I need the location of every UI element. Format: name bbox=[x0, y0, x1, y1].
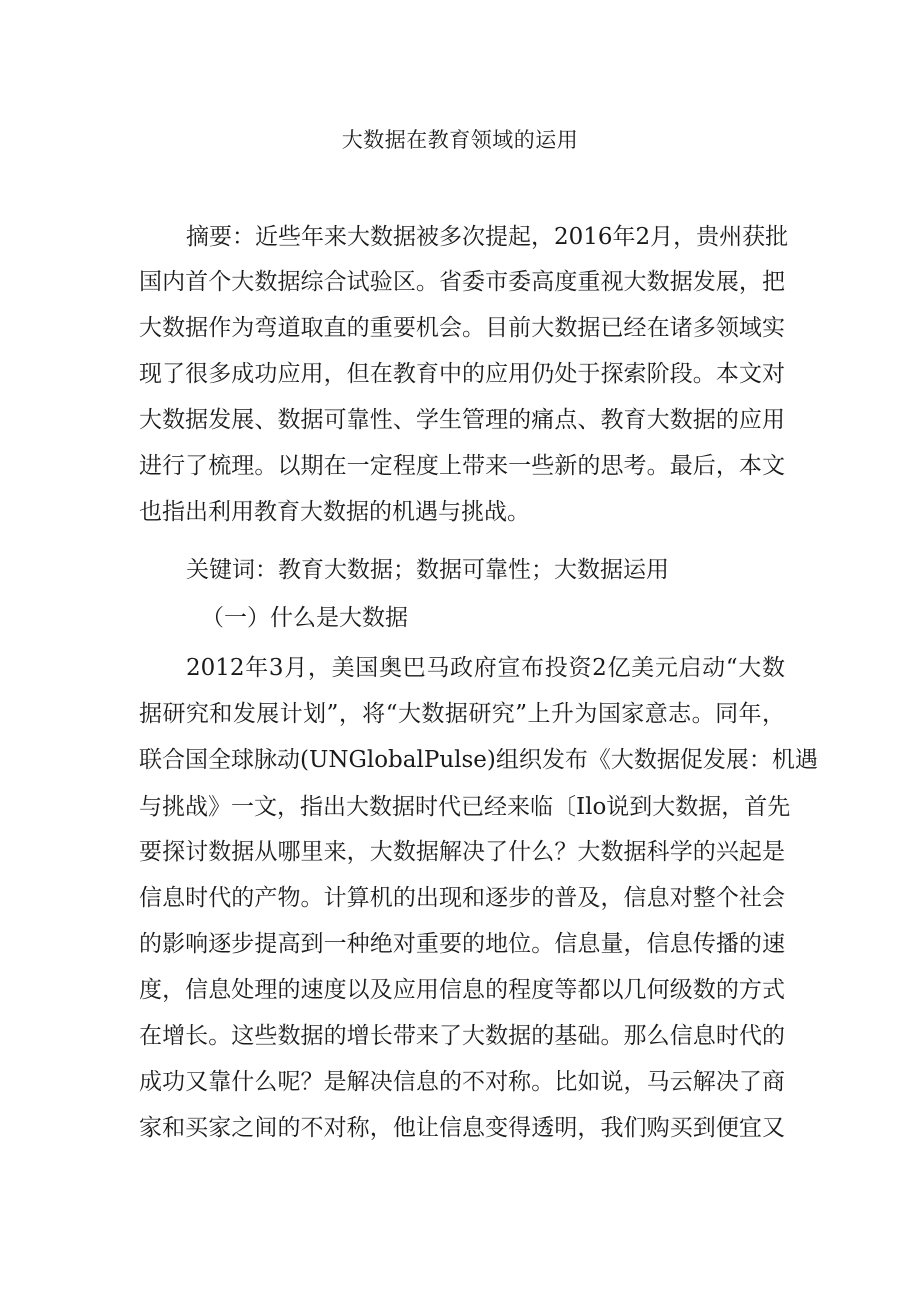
abstract-line: 摘要：近些年来大数据被多次提起，2016年2月，贵州获批 bbox=[186, 224, 789, 250]
abstract-line: 国内首个大数据综合试验区。省委市委高度重视大数据发展，把 bbox=[139, 269, 785, 295]
body-line: 信息时代的产物。计算机的出现和逐步的普及，信息对整个社会 bbox=[139, 885, 785, 911]
keywords-line: 关键词：教育大数据；数据可靠性；大数据运用 bbox=[186, 557, 669, 583]
body-line: 要探讨数据从哪里来，大数据解决了什么？大数据科学的兴起是 bbox=[139, 839, 785, 865]
body-line: 2012年3月，美国奥巴马政府宣布投资2亿美元启动“大数 bbox=[186, 655, 785, 681]
abstract-line: 进行了梳理。以期在一定程度上带来一些新的思考。最后，本文 bbox=[139, 453, 785, 479]
body-line: 在增长。这些数据的增长带来了大数据的基础。那么信息时代的 bbox=[139, 1023, 785, 1049]
body-line: 家和买家之间的不对称，他让信息变得透明，我们购买到便宜又 bbox=[139, 1115, 785, 1141]
body-line: 与挑战》一文，指出大数据时代已经来临〔Ilo说到大数据，首先 bbox=[139, 794, 791, 820]
document-title: 大数据在教育领域的运用 bbox=[341, 128, 579, 152]
body-line: 据研究和发展计划”，将“大数据研究”上升为国家意志。同年， bbox=[139, 701, 785, 727]
body-line: 度，信息处理的速度以及应用信息的程度等都以几何级数的方式 bbox=[139, 977, 785, 1003]
body-line: 成功又靠什么呢？是解决信息的不对称。比如说，马云解决了商 bbox=[139, 1069, 785, 1095]
abstract-line: 也指出利用教育大数据的机遇与挑战。 bbox=[139, 499, 530, 525]
body-line: 联合国全球脉动(UNGlobalPulse)组织发布《大数据促发展：机遇 bbox=[139, 747, 818, 773]
abstract-line: 大数据作为弯道取直的重要机会。目前大数据已经在诸多领域实 bbox=[139, 315, 785, 341]
section-heading: （一）什么是大数据 bbox=[201, 605, 408, 631]
abstract-line: 大数据发展、数据可靠性、学生管理的痛点、教育大数据的应用 bbox=[139, 407, 785, 433]
abstract-line: 现了很多成功应用，但在教育中的应用仍处于探索阶段。本文对 bbox=[139, 361, 785, 387]
body-line: 的影响逐步提高到一种绝对重要的地位。信息量，信息传播的速 bbox=[139, 931, 785, 957]
